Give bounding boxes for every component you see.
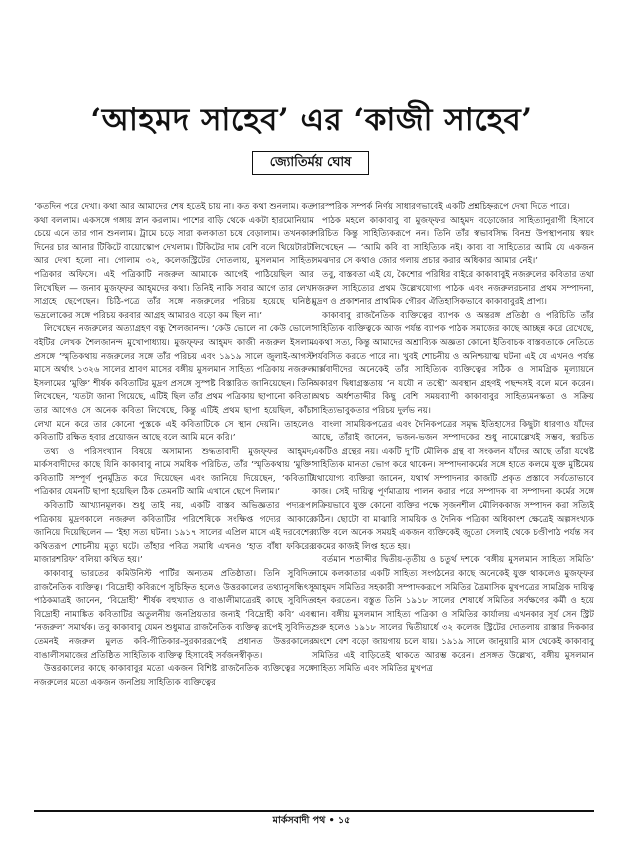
paragraph: বর্তমান শতাব্দীর দ্বিতীয়-তৃতীয় ও চতুর্থ দশকে ‘বঙ্গীয় মুসলমান সাহিত্য সমিতি’ নামে কলকাতার একটি সাহিত্য সংগঠনের কাছে অনেকেই যুক্ত থাকলেও মুজফ্‌ফর আহ্‌মদ সমিতির সহকারী সম্পাদকরূপে সমিতির ত্রৈমাসিক মুখপত্রের সামগ্রিক দায়িত্ব বহন করতেন। বস্তুত তিনি ১৯১৮ সালের শেষার্ধে সমিতির সর্বক্ষণের কর্মী ও হয়ে যান। বঙ্গীয় মুসলমান সাহিত্য পত্রিকা ও সমিতির কার্যালয় এখনকার সূর্য সেন স্ট্রিট শুরু হলেও ১৯১৮ সালের দ্বিতীয়ার্ধে ৩২ কলেজ স্ট্রিটের দোতলায় রাস্তার দিককার অংশে বেশ বড়ো জায়গায় চলে যায়। ১৯১৯ সালে জানুয়ারি মাস থেকেই কাকাবাবু সমিতির এই বাড়িতেই থাকতে আরম্ভ করেন। প্রসঙ্গত উল্লেখ্য, বঙ্গীয় মুসলমান সাহিত্য সমিতি এবং সমিতির মুখপত্র: [312, 555, 594, 675]
paragraph: ‘কতদিন পরে দেখা। কথা আর আমাদের শেষ হতেই চায় না। কত কথা শুনলাম। কত কথা বললাম। একসঙ্গে গঙ্গায় স্নান করলাম। পাশের বাড়ি থেকে একটা হারমোনিয়াম চেয়ে এনে তার গান শুনলাম। ট্রামে চড়ে সারা কলকাতা চষে বেড়ালাম। তখনকার দিনের চার আনার টিকিটে বায়োস্কোপ দেখলাম। টিকিটের দাম বেশি বলে থিয়েটারটা আর দেখা হলো না। গোলাম ৩২, কলেজস্ট্রিটের দোতলায়, মুসলমান সাহিত্য পত্রিকার অফিসে। এই পত্রিকাটি নজরুল আমাকে আগেই পাঠিয়েছিল আর লিখেছিল — জনাব মুজফ্‌ফর আহ্‌মদের কথা। তিনিই নাকি সবার আগে তার লেখা সাগ্রহে ছেপেছেন। চিঠি-পত্রে তাঁর সঙ্গে নজরুলের পরিচয় হয়েছে ঘনিষ্ঠ। ভদ্রলোকের সঙ্গে পরিচয় করবার আগ্রহ আমারও বড়ো কম ছিল না।’: [34, 202, 314, 321]
author-byline: জ্যোতির্ময় ঘোষ: [252, 151, 369, 175]
paragraph: লিখেছেন নজরুলের অত্যাগ্রহণ বন্ধু শৈলজানন্দ। ‘কেউ ভোলে না কেউ ভোলে’ বইটির লেখক শৈলজানন্দ মুখোপাধ্যায়। মুজফ্‌ফর আহ্‌মদ কাজী নজরুল ইসলাম প্রসঙ্গে ‘স্মৃতিকথায় নজরুলের সঙ্গে তাঁর পরিচয় এবং ১৯১৯ সালে জুলাই-আগস্ট মাসে অর্থাৎ ১৩২৬ সালের শ্রাবণ মাসের বঙ্গীয় মুসলমান সাহিত্য পত্রিকায় নজরুল ইসলামের ‘মুক্তি’ শীর্ষক কবিতাটির মুদ্রণ প্রসঙ্গে সুস্পষ্ট বিস্তারিত জানিয়েছেন। তিনি লিখেছেন, ‘যতটা জানা গিয়েছে, এটিই ছিল তাঁর প্রথম পত্রিকায় ছাপানো কবিতা। তার আগেও সে অনেক কবিতা লিখেছে, কিন্তু এটিই প্রথম ছাপা হয়েছিল, কাঁচা লেখা মনে করে তার কোনো পুস্তকে এই কবিতাটিকে সে স্থান দেয়নি। তাহলেও কবিতাটি রক্ষিত হবার প্রয়োজন আছে বলে আমি মনে করি।’: [34, 324, 314, 444]
paragraph: কবিতাটি আখ্যানমূলক। শুধু তাই নয়, একটি বাস্তব অভিজ্ঞতার পদ্যরূপ। পত্রিকায় মুদ্রণকালে নজরুল কবিতাটির পরিশেষিকে সংক্ষিপ্ত গদ্যের আকারে জানিয়ে দিয়েছিলেন — ‘ইহা সত্য ঘটনা। ১৯১৭ সালের এপ্রিল মাসে এই দরবেশের কথিতরূপ শোচনীয় মৃত্যু ঘটে। তাঁহার পবিত্র সমাধি এখনও ‘হাত বাঁধা ফকিরের মাজারশরিফ’ বলিয়া কথিত হয়।’: [34, 501, 314, 566]
paragraph: উত্তরকালের কাছে কাকাবাবুর মতো একজন বিশিষ্ট রাজনৈতিক ব্যক্তিত্বের সঙ্গে নজরুলের মতো একজন জনপ্রিয় সাহিত্যিক ব্যক্তিত্বের: [34, 664, 314, 688]
page-footer: মার্কসবাদী পথ • ১৫: [272, 815, 351, 826]
paragraph: তবু, বাস্তবতা এই যে, কৈশোর পরিধির বাইরে কাকাবাবুই নজরুলের কবিতার তথা নজরুল সাহিত্যের প্রথম উল্লেখযোগ্য পাঠক এবং নজরুলরচনার প্রথম সম্পাদনা, মুদ্রণ ও প্রকাশনার প্রাথমিক গৌরব ঐতিহাসিকভাবে কাকাবাবুরই প্রাপ্য।: [312, 269, 594, 308]
article-title: ‘আহমদ সাহেব’ এর ‘কাজী সাহেব’: [90, 102, 533, 138]
paragraph: পারস্পরিক সম্পর্ক নির্ণয় সাধারণভাবেই একটি প্রশ্নচিহ্নরূপে দেখা দিতে পারে।: [312, 202, 570, 212]
paragraph: বাংলা সাময়িকপত্রের এবং দৈনিকপত্রের সমৃদ্ধ ইতিহাসের কিছুটা ধারণাও যাঁদের আছে, তাঁরাই জানেন, ভজন-ভজন সম্পাদকের শুধু নামোল্লেখই সম্ভব, স্বরচিত একটিও গ্রন্থের নয়। একটি দু’টি মৌলিক গ্রন্থ বা সংকলন যাঁদের আছে তাঁরা যথেষ্ট সাহিত্যিক মানতা ভোগ করে থাকেন। সম্পাদনাকর্মের সঙ্গে হাতে কলমে যুক্ত মুষ্টিমেয় যথাযোগ্য ব্যক্তিরা জানেন, যথার্থ সম্পাদনার কাজটি প্রকৃত প্রস্তাবে সর্বতোভাবে কাজ। সেই দায়িত্ব পূর্ণমাত্রায় পালন করার পরে সম্পাদক বা সম্পাদনা কর্মের সঙ্গে সক্রিয়ভাবে যুক্ত কোনো ব্যক্তির পক্ষে সৃজনশীল মৌলিককাজ সম্পাদন করা সত্যিই কঠিন। ছোটো বা মাঝারি সাময়িক ও দৈনিক পত্রিকা অধিকাংশ ক্ষেত্রেই অল্পসংখ্যক ব্যক্তি বলে অনেক সময়ই একজন ব্যক্তিকেই জুতো সেলাই থেকে চণ্ডীপাঠ পর্যন্ত সব রকমের কাজই লিপ্ত হতে হয়।: [312, 419, 594, 552]
left-column: [34, 201, 314, 690]
paragraph: কাকাবাবু রাজনৈতিক ব্যক্তিত্বের ব্যাপক ও অন্তরঙ্গ প্রতিষ্ঠা ও পরিচিতি তাঁর সাহিত্যিক ব্যক্তিত্বকে আজ পর্যন্ত ব্যাপক পাঠক সমাজের কাছে আচ্ছন্ন করে রেখেছে, একথা সত্য, কিন্তু আমাদের অশ্রাব্যিক অজ্ঞতা কোনো ইতিবাচক বাস্তবতাকে নেতিতে পর্যবসিত করতে পারে না। খুবই শোচনীয় ও অনিশ্চয়াত্ম ঘটনা এই যে এখনও পর্যন্ত মার্ক্সবাদীদের অনেকেই তাঁর সাহিত্যিক ব্যক্তিত্বের সঠিক ও সামগ্রিক মূল্যায়নে অকারণ দ্বিধাগ্রস্ততায় ‘ন যযৌ ন তস্থৌ’ অবস্থান গ্রহণই পছন্দসই বলে মনে করেন। অথচ অর্ধশতাব্দীর কিছু বেশি সময়ব্যাপী কাকাবাবুর সাহিত্যমনস্কতা ও সক্রিয় সাহিত্যভাবুকতার পরিচয় দুর্লভ নয়।: [312, 310, 594, 416]
footer-divider: [34, 810, 594, 812]
paragraph: কাকাবাবু ভারতের কমিউনিস্ট পার্টির অন্যতম প্রতিষ্ঠাতা। তিনি সুবিদিত রাজনৈতিক ব্যক্তিত্ব। ‘বিদ্রোহী কবিরূপে সুচিহ্নিত হলেও উত্তরকালের তথ্যানুসন্ধিৎসু পাঠকমাত্রই জানেন, ‘বিদ্রোহী’ শীর্ষক বহুখ্যাত ও বাঙালীমাত্রেরই কাছে সুবিদিত বিদ্রোহী নামাঙ্কিত কবিতাটির অতুলনীয় জনপ্রিয়তার জন্যই ‘বিদ্রোহী কবি’ এবং ‘নজরুল’ সমার্থক। তবু কাকাবাবু যেমন শুধুমাত্র রাজনৈতিক ব্যক্তিত্ব রূপেই সুবিদিত, তেমনই নজরুল মুলত কবি-গীতিকার-সুরকাররূপেই প্রধানত উত্তরকালের বাঙালীসমাজের প্রতিষ্ঠিত সাহিত্যিক ব্যক্তিত্ব হিসাবেই সর্বজনস্বীকৃত।: [34, 569, 314, 661]
paragraph: তথ্য ও পরিসংখ্যান বিষয়ে অসামান্য শুদ্ধতাবাদী মুজফ্‌ফর আহ্‌মদ, মার্কসবাদীদের কাছে যিনি কাকাবাবু নামে সমধিক পরিচিত, তাঁর ‘স্মৃতিকথায় ‘মুক্তি’ কবিতাটি সম্পূর্ণ পুনর্মুদ্রিত করে দিয়েছেন এবং জানিয়ে দিয়েছেন, ‘কবিতাটি পত্রিকার যেমনটি ছাপা হয়েছিল ঠিক তেমনটি আমি এখানে ছেপে দিলাম।’: [34, 446, 314, 498]
paragraph: পাঠক মহলে কাকাবাবু বা মুজফ্‌ফর আহ্‌মদ বড়োজোর সাহিত্যানুরাগী হিসাবে পরিচিত কিন্তু সাহিত্যিকরূপে নন। তিনি তাঁর স্বভাবসিদ্ধ বিনম্র উপস্থাপনায় স্বয়ং লিখেছেন — ‘আমি কবি বা সাহিত্যিক নই। কাব্য বা সাহিত্যের আমি যে একজন সমঝদার সে কথাও জোর গলায় প্রচার করার অধিকার আমার নেই।’: [312, 215, 594, 267]
right-column: [312, 201, 594, 677]
